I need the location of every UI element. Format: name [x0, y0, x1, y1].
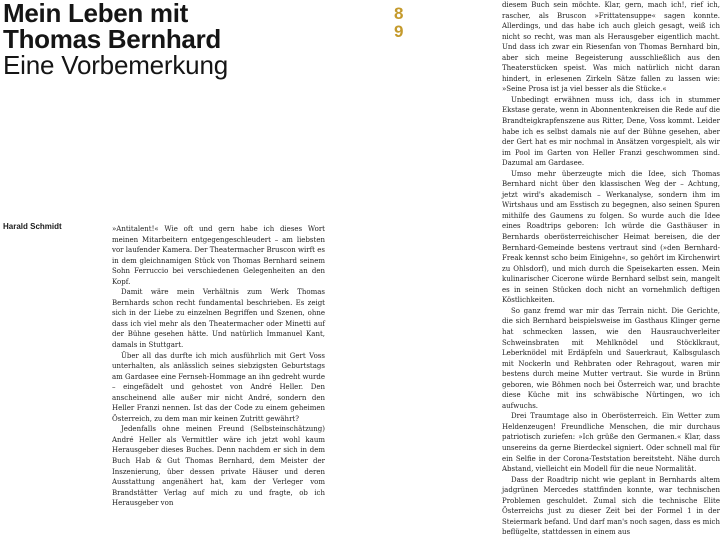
subtitle: Eine Vorbemerkung [3, 50, 228, 80]
paragraph: So ganz fremd war mir das Terrain nicht. Die Gerichte, die sich Bernhard beispielsweise im Gasthaus Klinger gerne hat schmecken lassen, wie den Hausrauchverleiter Schweinsbraten mit Mehlknödel und Stöcklkraut, Leberknödel mit Erdäpfeln und Sauerkraut, Kalbsgulasch mit Nockerln und Rehbraten oder Rehragout, waren mir bestens durch meine Mutter vertraut. Sie wurde in Brünn geboren, wie Böhmen noch bei Österreich war, und brachte diese Küche mit ins schwäbische Nürtingen, wo ich aufwuchs. [502, 306, 720, 410]
paragraph: Umso mehr überzeugte mich die Idee, sich Thomas Bernhard nicht über den klassischen Weg der – Achtung, jetzt wird's akademisch – Werkanalyse, sondern ihm im Wirtshaus und am Esstisch zu begegnen, also seinen Spuren mithilfe des Gaumens zu folgen. So wurde auch die Idee eines Roadtrips geboren: Ich würde die Gasthäuser in Bernhards oberösterreichischer Heimat bereisen, die der Bernhard-Gemeinde bestens vertraut sind (»den Bernhard-Freak kennst scho beim Einigehn«, so gehört im Kirchenwirt zu Ohlsdorf), und mich durch die Speisekarten essen. Mein kulinarischer Cicerone würde Bernhard selbst sein, mangelt es in seinen Stücken doch nicht an vornehmlich deftigen Köstlichkeiten. [502, 169, 720, 305]
paragraph: Drei Traumtage also in Oberösterreich. Ein Wetter zum Heldenzeugen! Freundliche Menschen, die mir durchaus patriotisch zuriefen: »Ich grüße den Germanen.« Klar, dass unsereins da gerne Bierdeckel signiert. Oder schnell mal für ein Selfie in der Corona-Teststation bereitsteht. Nähe durch Abstand, vielleicht ein Modell für die neue Normalität. [502, 412, 720, 474]
page-number-left: 8 [394, 4, 404, 23]
title-line-1: Mein Leben mit [3, 0, 189, 28]
paragraph: Über all das durfte ich mich ausführlich mit Gert Voss unterhalten, als anlässlich seines siebzigsten Geburtstags am Gardasee eine Fernseh-Hommage an ihn gedreht wurde – eingefädelt und gehostet von André Heller. Den anscheinend alle außer mir nicht André, sondern den Heller Franzi nennen. Ist das der Code zu einem geheimen Österreich, zu dem man mir keinen Zutritt gewährt? [112, 351, 325, 423]
paragraph: Jedenfalls ohne meinen Freund (Selbsteinschätzung) André Heller als Vermittler wäre ich jetzt wohl kaum Herausgeber dieses Buches. Denn nachdem er sich in dem Buch Hab & Gut Thomas Bernhard, dem Meister der Inszenierung, über dessen private Häuser und deren Ausstattung angenähert hat, kam der Verleger vom Brandstätter Verlag auf mich zu und fragte, ob ich Herausgeber von [112, 425, 325, 508]
paragraph: diesem Buch sein möchte. Klar, gern, mach ich!, rief ich, rascher, als Bruscon »Frittatensuppe« sagen konnte. Allerdings, und das habe ich auch gleich gesagt, weiß ich nicht so recht, was man als Herausgeber eigentlich macht. Und dass ich zwar ein Riesenfan von Thomas Bernhard bin, aber sich meine Begeisterung ausschließlich aus den Theaterstücken speist. Was mich natürlich nicht daran hindert, in erlesenen Zirkeln Sätze fallen zu lassen wie: »Seine Prosa ist ja viel besser als die Stücke.« [502, 1, 720, 94]
article-title [3, 0, 303, 78]
paragraph: »Antitalent!« Wie oft und gern habe ich dieses Wort meinen Mitarbeitern entgegengeschleudert – am liebsten vor laufender Kamera. Der Theatermacher Bruscon wirft es in dem gleichnamigen Stück von Thomas Bernhard seinem Sohn Ferruccio bei verschiedenen Gelegenheiten an den Kopf. [112, 225, 325, 286]
title-line-2: Thomas Bernhard [3, 24, 221, 54]
text-column-right [502, 0, 720, 537]
paragraph: Unbedingt erwähnen muss ich, dass ich in stummer Ekstase gerate, wenn in Abonnentenkreisen die Rede auf die Brandteigkrapfenszene aus Ritter, Dene, Voss kommt. Leider habe ich es selbst damals nie auf der Bühne gesehen, aber der Gert hat es mir nochmal in Ansätzen vorgespielt, als wir im Pool im Garten von Heller Franzi geschwommen sind. Dazumal am Gardasee. [502, 95, 720, 168]
page-numbers [394, 5, 414, 41]
paragraph: Damit wäre mein Verhältnis zum Werk Thomas Bernhards schon recht fundamental beschrieben. Es zeigt sich in der Liebe zu einzelnen Begriffen und Szenen, ohne dass ich viel mehr als den Theatermacher oder Minetti auf der Bühne gesehen hätte. Und natürlich Immanuel Kant, damals in Stuttgart. [112, 288, 325, 350]
page-number-right: 9 [394, 22, 404, 41]
author-name: Harald Schmidt [3, 222, 62, 231]
paragraph: Dass der Roadtrip nicht wie geplant in Bernhards altem jadgrünen Mercedes stattfinden konnte, war technischen Problemen geschuldet. Zumal sich die technische Elite Österreichs just zu dieser Zeit bei der Formel 1 in der Steiermark befand. Und darf man's noch sagen, dass es mich beflügelte, stattdessen in einem aus [502, 475, 720, 537]
text-column-left [112, 224, 325, 508]
